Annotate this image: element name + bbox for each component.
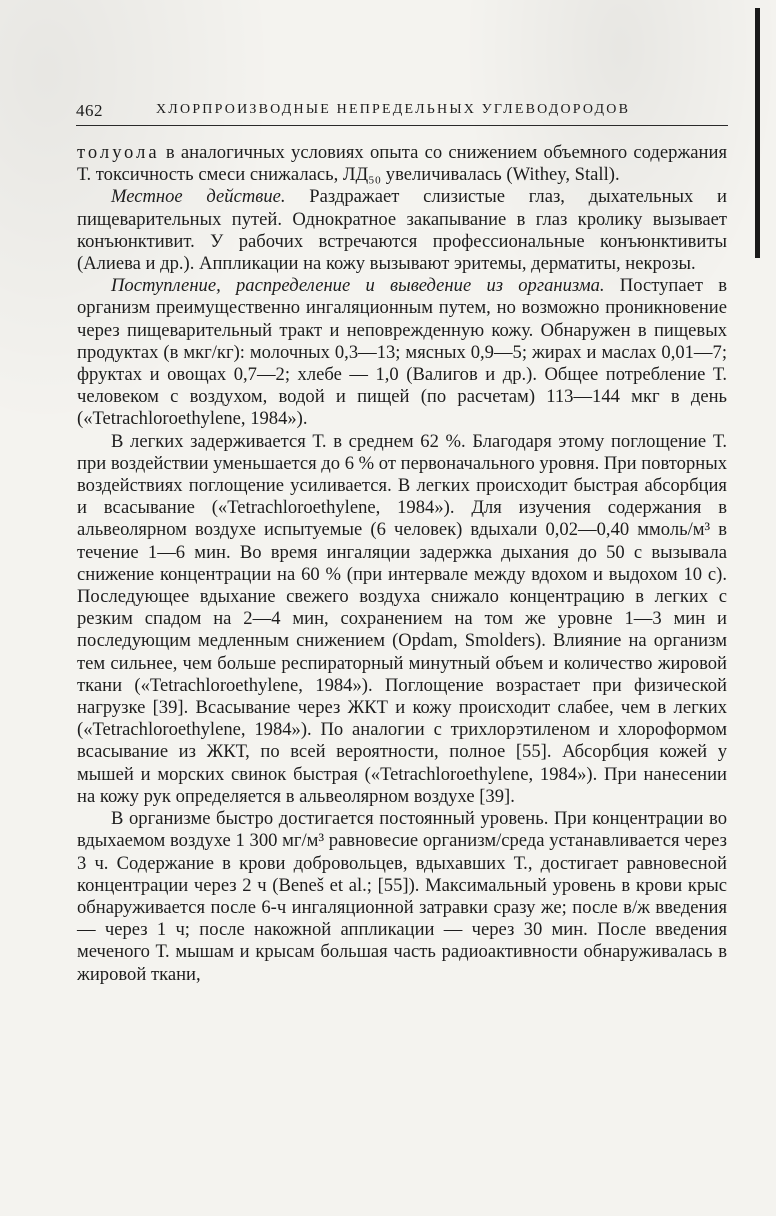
paragraph-lungs [77,431,727,808]
paragraph-local-action [77,186,727,275]
paragraph-organism-level [77,808,727,986]
page-edge-shadow [755,8,760,258]
paragraph-text: В организме быстро достигается постоянный уровень. При концентрации во вдыхаемом воздухе 1 300 мг/м³ равновесие организм/среда устанавливается через 3 ч. Содержание в крови добровольцев, вдыхавших Т., достигает равновесной концентрации через 2 ч (Beneš et al.; [55]). Максимальный уровень в крови крыс обнаруживается после 6-ч ингаляционной затравки сразу же; после в/ж введения — через 1 ч; после накожной аппликации — через 30 мин. После введения меченого Т. мышам и крысам большая часть радиоактивности обнаруживалась в жировой ткани, [77,808,727,985]
paragraph-text: Поступает в организм преимущественно ингаляционным путем, но возможно проникновение через пищеварительный тракт и неповрежденную кожу. Обнаружен в пищевых продуктах (в мкг/кг): молочных 0,3—13; мясных 0,9—5; жирах и маслах 0,01—7; фруктах и овощах 0,7—2; хлебе — 1,0 (Валигов и др.). Общее потребление Т. человеком с воздухом, водой и пищей (по расчетам) 113—144 мкг в день («Tetrachloroethylene, 1984»). [77,275,728,430]
paragraph-text: Раздражает слизистые глаз, дыхательных и пищеварительных путей. Однократное закапывание в глаз кролику вызывает конъюнктивит. У рабочих встречаются профессиональные конъюнктивиты (Алиева и др.). Аппликации на кожу вызывают эритемы, дерматиты, некрозы. [77,186,728,275]
page-header [76,99,728,126]
paragraph-text: В легких задерживается Т. в среднем 62 %. Благодаря этому поглощение Т. при воздействии уменьшается до 6 % от первоначального уровня. При повторных воздействиях поглощение усиливается. В легких происходит быстрая абсорбция и всасывание («Tetrachloroethylene, 1984»). Для изучения содержания в альвеолярном воздухе испытуемые (6 человек) вдыхали 0,02—0,40 ммоль/м³ в течение 1—6 мин. Во время ингаляции задержка дыхания до 50 с вызывала снижение концентрации на 60 % (при интервале между вдохом и выдохом 10 с). Последующее вдыхание свежего воздуха снижало концентрацию в легких с резким спадом на 2—4 мин, сохранением на том же уровне 1—3 мин и последующим медленным снижением (Opdam, Smolders). Влияние на организм тем сильнее, чем больше респираторный минутный объем и количество жировой ткани («Tetrachloroethylene, 1984»). Поглощение возрастает при физической нагрузке [39]. Всасывание через ЖКТ и кожу происходит слабее, чем в легких («Tetrachloroethylene, 1984»). По аналогии с трихлорэтиленом и хлороформом всасывание из ЖКТ, по всей вероятности, полное [55]. Абсорбция кожей у мышей и морских свинок быстрая («Tetrachloroethylene, 1984»). При нанесении на кожу рук определяется в альвеолярном воздухе [39]. [77,430,727,807]
paragraph-intake-distribution [77,275,727,430]
section-lead: Поступление, распределение и выведение из организма. [111,275,605,297]
section-lead: Местное действие. [111,186,286,208]
page-number: 462 [76,101,103,120]
running-title: ХЛОРПРОИЗВОДНЫЕ НЕПРЕДЕЛЬНЫХ УГЛЕВОДОРОДОВ [156,102,631,117]
paragraph-continuation [77,142,727,186]
spaced-word: толуола [77,142,160,163]
body-text [77,142,727,986]
paragraph-text: в аналогичных условиях опыта со снижением объемного содержания Т. токсичность смеси снижалась, ЛД₅₀ увеличивалась (Withey, Stall). [77,142,727,186]
